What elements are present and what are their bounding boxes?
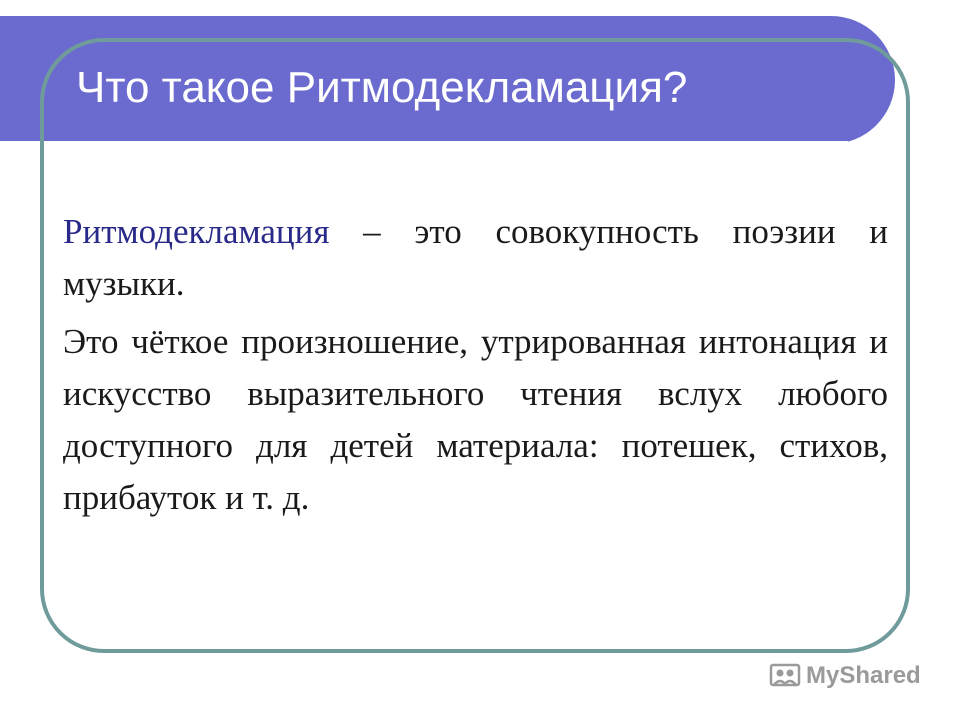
description-paragraph: Это чёткое произношение, утрированная интонация и искусство выразительного чтения вслух любого доступного для детей материала: потешек, стихов, прибауток и т. д. — [63, 322, 888, 517]
watermark-text: MyShared — [806, 662, 921, 689]
slide-title: Что такое Ритмодекламация? — [76, 63, 688, 112]
definition-paragraph — [63, 206, 888, 310]
slide-body — [63, 206, 888, 524]
definition-text: – это совокупность поэзии и музыки. — [63, 212, 888, 303]
people-icon — [768, 659, 802, 693]
watermark-logo — [768, 656, 921, 696]
definition-term: Ритмодекламация — [63, 212, 330, 251]
